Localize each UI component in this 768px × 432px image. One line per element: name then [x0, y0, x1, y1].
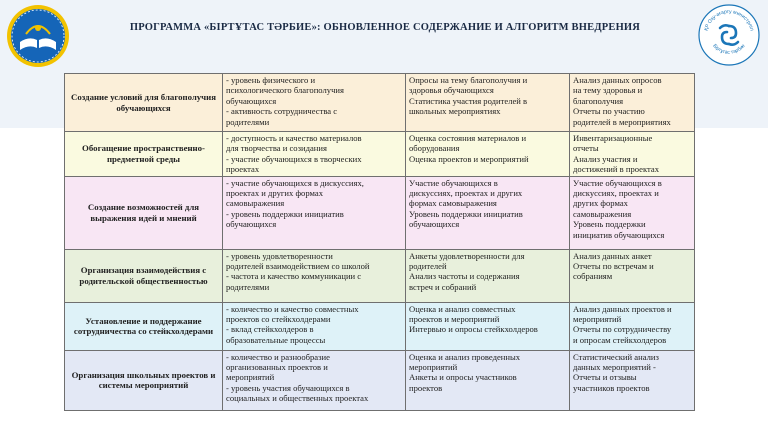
row-label: Обогащение пространственно-предметной среды: [65, 132, 223, 177]
cell-line: Уровень поддержки инициатив: [409, 208, 523, 219]
cell-line: самовыражения: [573, 208, 632, 219]
cell-line: мероприятий: [573, 314, 622, 325]
cell-line: Отчеты по сотрудничеству: [573, 324, 672, 335]
birtutas-tarbie-logo: [698, 4, 760, 66]
result-cell: [570, 350, 695, 410]
cell-line: мероприятий: [409, 362, 458, 373]
table-row: [65, 350, 695, 410]
cell-line: - уровень поддержки инициатив: [226, 208, 344, 219]
row-label: Создание возможностей для выражения идей и мнений: [65, 176, 223, 249]
cell-line: Статистический анализ: [573, 351, 659, 362]
cell-line: - вклад стейкхолдеров в: [226, 324, 314, 335]
cell-line: - уровень удовлетворенности: [226, 250, 333, 261]
cell-line: Анализ данных опросов: [573, 75, 662, 85]
cell-line: Анкеты удовлетворенности для: [409, 250, 525, 261]
row-label: Установление и поддержание сотрудничества со стейкхолдерами: [65, 302, 223, 350]
cell-line: - доступность и качество материалов: [226, 133, 362, 143]
cell-line: Уровень поддержки: [573, 219, 646, 230]
logo-arc-top-text: ҚР Оқу-ағарту министрлігі: [703, 8, 755, 32]
cell-line: и опросам стейкхолдеров: [573, 334, 667, 345]
cell-line: дискуссиях, проектах и других: [409, 188, 523, 199]
criteria-cell: [223, 302, 406, 350]
criteria-cell: [223, 132, 406, 177]
cell-line: проектов и мероприятий: [409, 314, 500, 325]
result-cell: [570, 74, 695, 132]
cell-line: Опросы на тему благополучия и: [409, 75, 528, 85]
cell-line: участников проектов: [573, 382, 650, 393]
cell-line: организованных проектов и: [226, 362, 328, 373]
cell-line: Оценка и анализ совместных: [409, 303, 516, 314]
cell-line: благополучия: [573, 95, 624, 106]
cell-line: школьных мероприятиях: [409, 106, 501, 117]
cell-line: Участие обучающихся в: [409, 177, 498, 188]
cell-line: дискуссиях, проектах и: [573, 188, 659, 199]
method-cell: [406, 249, 570, 302]
cell-line: на тему здоровья и: [573, 85, 643, 96]
indicators-table: [64, 73, 694, 411]
table-body: [65, 74, 695, 411]
method-cell: [406, 176, 570, 249]
criteria-cell: [223, 249, 406, 302]
criteria-cell: [223, 74, 406, 132]
row-label: Организация школьных проектов и системы мероприятий: [65, 350, 223, 410]
cell-line: Оценка состояния материалов и: [409, 133, 527, 143]
cell-line: для творчества и созидания: [226, 143, 327, 154]
cell-line: - активность сотрудничества с: [226, 106, 338, 117]
result-cell: [570, 176, 695, 249]
cell-line: здоровья обучающихся: [409, 85, 494, 96]
cell-line: Оценка проектов и мероприятий: [409, 153, 529, 164]
cell-line: обучающихся: [226, 219, 277, 230]
cell-line: Оценка и анализ проведенных: [409, 351, 521, 362]
result-cell: [570, 302, 695, 350]
cell-line: проектах и других формах: [226, 188, 323, 199]
cell-line: самовыражения: [226, 198, 285, 209]
cell-line: психологического благополучия: [226, 85, 344, 96]
cell-line: Анализ частоты и содержания: [409, 271, 520, 282]
cell-line: оборудования: [409, 143, 460, 154]
cell-line: - участие обучающихся в дискуссиях,: [226, 177, 364, 188]
cell-line: проектов со стейкхолдерами: [226, 314, 331, 325]
cell-line: Статистика участия родителей в: [409, 95, 528, 106]
cell-line: Отчеты по встречам и: [573, 261, 654, 272]
cell-line: социальных и общественных проектах: [226, 393, 369, 404]
cell-line: родителей: [409, 261, 447, 272]
cell-line: - участие обучающихся в творческих: [226, 153, 362, 164]
cell-line: собраниям: [573, 271, 613, 282]
cell-line: Анализ участия и: [573, 153, 638, 164]
table-row: [65, 132, 695, 177]
row-label: Создание условий для благополучия обучающихся: [65, 74, 223, 132]
method-cell: [406, 132, 570, 177]
cell-line: обучающихся: [226, 95, 277, 106]
method-cell: [406, 302, 570, 350]
cell-line: встреч и собраний: [409, 281, 477, 292]
cell-line: Анализ данных проектов и: [573, 303, 672, 314]
cell-line: Отчеты и отзывы: [573, 372, 637, 383]
cell-line: обучающихся: [409, 219, 460, 230]
cell-line: родителями: [226, 281, 270, 292]
criteria-cell: [223, 350, 406, 410]
row-label: Организация взаимодействия с родительской общественностью: [65, 249, 223, 302]
cell-line: Участие обучающихся в: [573, 177, 662, 188]
cell-line: - уровень участия обучающихся в: [226, 382, 350, 393]
cell-line: - количество и качество совместных: [226, 303, 359, 314]
cell-line: проектов: [409, 382, 443, 393]
page-title: ПРОГРАММА «БІРТҰТАС ТӘРБИЕ»: ОБНОВЛЕННОЕ СОДЕРЖАНИЕ И АЛГОРИТМ ВНЕДРЕНИЯ: [129, 22, 641, 33]
logo-arc-bottom-text: Біртұтас тәрбие: [711, 43, 747, 56]
cell-line: инициатив обучающихся: [573, 229, 665, 240]
cell-line: проектах: [226, 164, 260, 175]
cell-line: достижений в проектах: [573, 164, 659, 175]
method-cell: [406, 350, 570, 410]
cell-line: мероприятий: [226, 372, 275, 383]
cell-line: других формах: [573, 198, 628, 209]
criteria-cell: [223, 176, 406, 249]
cell-line: образовательные процессы: [226, 334, 326, 345]
cell-line: - количество и разнообразие: [226, 351, 330, 362]
cell-line: данных мероприятий -: [573, 362, 656, 373]
result-cell: [570, 132, 695, 177]
table-row: [65, 249, 695, 302]
table-row: [65, 302, 695, 350]
method-cell: [406, 74, 570, 132]
table-row: [65, 74, 695, 132]
cell-line: родителей взаимодействием со школой: [226, 261, 370, 272]
cell-line: - частота и качество коммуникации с: [226, 271, 362, 282]
result-cell: [570, 249, 695, 302]
cell-line: Анкеты и опросы участников: [409, 372, 517, 383]
cell-line: Отчеты по участию: [573, 106, 645, 117]
cell-line: родителей в мероприятиях: [573, 116, 671, 127]
cell-line: формах самовыражения: [409, 198, 497, 209]
cell-line: Инвентаризационные: [573, 133, 653, 143]
cell-line: - уровень физического и: [226, 75, 316, 85]
cell-line: отчеты: [573, 143, 599, 154]
cell-line: родителями: [226, 116, 270, 127]
cell-line: Интервью и опросы стейкхолдеров: [409, 324, 538, 335]
cell-line: Анализ данных анкет: [573, 250, 652, 261]
table-row: [65, 176, 695, 249]
ministry-book-logo: [6, 4, 70, 68]
